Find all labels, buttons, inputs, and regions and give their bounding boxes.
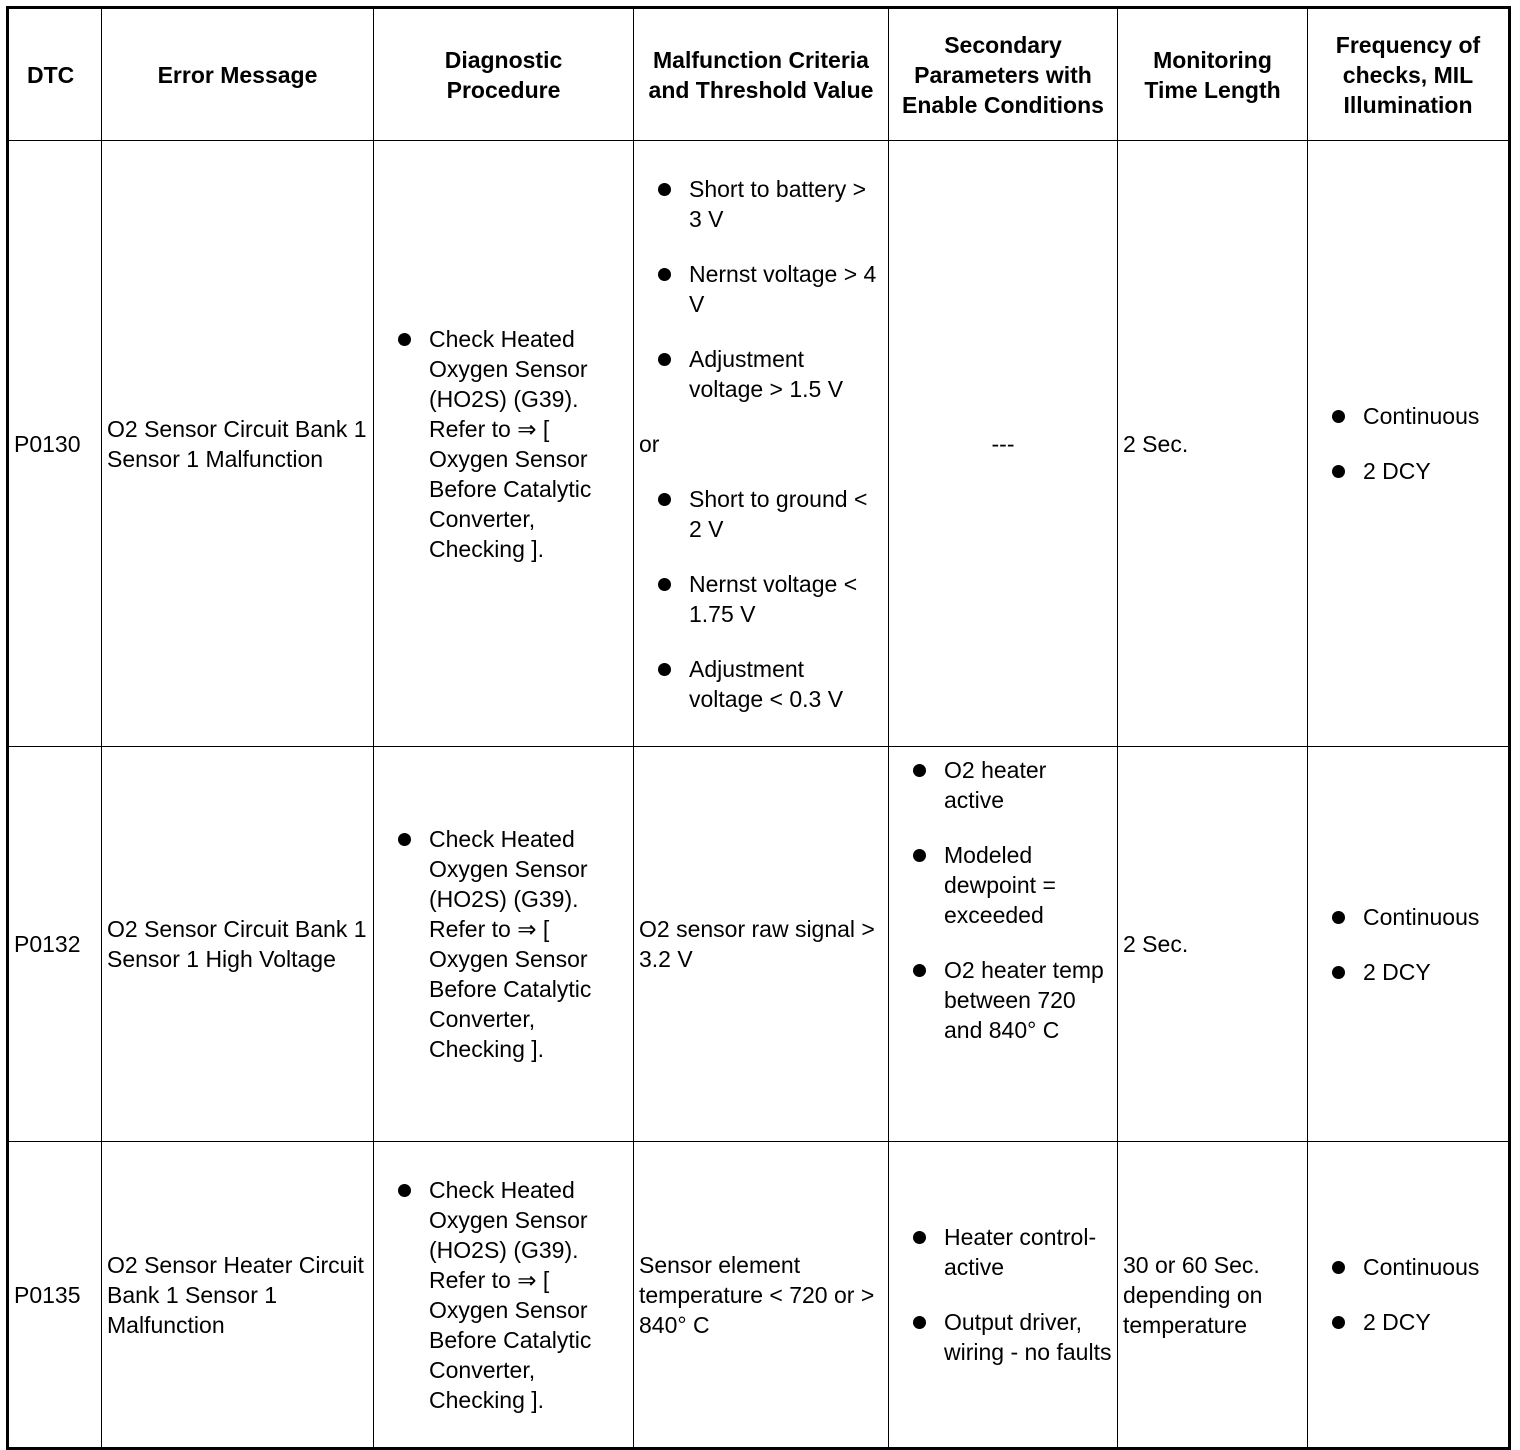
frequency-item: Continuous bbox=[1313, 1252, 1503, 1282]
secondary-item: Heater control-active bbox=[894, 1222, 1112, 1282]
header-malfunction-criteria: Malfunction Criteria and Threshold Value bbox=[634, 8, 889, 141]
frequency-item: 2 DCY bbox=[1313, 1307, 1503, 1337]
malfunction-criteria: O2 sensor raw signal > 3.2 V bbox=[634, 747, 889, 1142]
table-row bbox=[8, 1142, 1510, 1449]
secondary-item: O2 heater temp between 720 and 840° C bbox=[894, 955, 1112, 1045]
secondary-parameters bbox=[889, 1142, 1118, 1449]
header-secondary-parameters: Secondary Parameters with Enable Conditions bbox=[889, 8, 1118, 141]
diagnostic-procedure bbox=[374, 1142, 634, 1449]
criteria-item: Short to battery > 3 V bbox=[639, 174, 883, 234]
criteria-item: Short to ground < 2 V bbox=[639, 484, 883, 544]
dtc-code: P0135 bbox=[8, 1142, 102, 1449]
secondary-item: Output driver, wiring - no faults bbox=[894, 1307, 1112, 1367]
header-diagnostic-procedure: Diagnostic Procedure bbox=[374, 8, 634, 141]
error-message: O2 Sensor Circuit Bank 1 Sensor 1 High Voltage bbox=[102, 747, 374, 1142]
secondary-item: Modeled dewpoint = exceeded bbox=[894, 840, 1112, 930]
monitoring-time: 2 Sec. bbox=[1118, 747, 1308, 1142]
criteria-joiner: or bbox=[639, 430, 660, 457]
diagnostic-procedure bbox=[374, 141, 634, 747]
procedure-item: Check Heated Oxygen Sensor (HO2S) (G39). Refer to ⇒ [ Oxygen Sensor Before Catalytic Converter, Checking ]. bbox=[379, 1175, 628, 1415]
dtc-code: P0130 bbox=[8, 141, 102, 747]
header-dtc: DTC bbox=[8, 8, 102, 141]
frequency-item: 2 DCY bbox=[1313, 456, 1503, 486]
error-message: O2 Sensor Heater Circuit Bank 1 Sensor 1 Malfunction bbox=[102, 1142, 374, 1449]
dtc-table bbox=[6, 6, 1511, 1450]
frequency bbox=[1308, 141, 1510, 747]
malfunction-criteria: Sensor element temperature < 720 or > 840° C bbox=[634, 1142, 889, 1449]
header-frequency: Frequency of checks, MIL Illumination bbox=[1308, 8, 1510, 141]
secondary-item: O2 heater active bbox=[894, 755, 1112, 815]
frequency-item: Continuous bbox=[1313, 401, 1503, 431]
malfunction-criteria bbox=[634, 141, 889, 747]
criteria-item: Nernst voltage < 1.75 V bbox=[639, 569, 883, 629]
procedure-item: Check Heated Oxygen Sensor (HO2S) (G39). Refer to ⇒ [ Oxygen Sensor Before Catalytic Converter, Checking ]. bbox=[379, 324, 628, 564]
criteria-item: Adjustment voltage < 0.3 V bbox=[639, 654, 883, 714]
dtc-code: P0132 bbox=[8, 747, 102, 1142]
procedure-item: Check Heated Oxygen Sensor (HO2S) (G39). Refer to ⇒ [ Oxygen Sensor Before Catalytic Converter, Checking ]. bbox=[379, 824, 628, 1064]
header-row bbox=[8, 8, 1510, 141]
header-error-message: Error Message bbox=[102, 8, 374, 141]
secondary-parameters bbox=[889, 747, 1118, 1142]
error-message: O2 Sensor Circuit Bank 1 Sensor 1 Malfunction bbox=[102, 141, 374, 747]
table-row bbox=[8, 141, 1510, 747]
frequency-item: Continuous bbox=[1313, 902, 1503, 932]
monitoring-time: 2 Sec. bbox=[1118, 141, 1308, 747]
secondary-parameters: --- bbox=[889, 141, 1118, 747]
table-row bbox=[8, 747, 1510, 1142]
criteria-item: Nernst voltage > 4 V bbox=[639, 259, 883, 319]
header-monitoring-time: Monitoring Time Length bbox=[1118, 8, 1308, 141]
frequency bbox=[1308, 747, 1510, 1142]
monitoring-time: 30 or 60 Sec. depending on temperature bbox=[1118, 1142, 1308, 1449]
frequency bbox=[1308, 1142, 1510, 1449]
criteria-item: Adjustment voltage > 1.5 V bbox=[639, 344, 883, 404]
diagnostic-procedure bbox=[374, 747, 634, 1142]
frequency-item: 2 DCY bbox=[1313, 957, 1503, 987]
